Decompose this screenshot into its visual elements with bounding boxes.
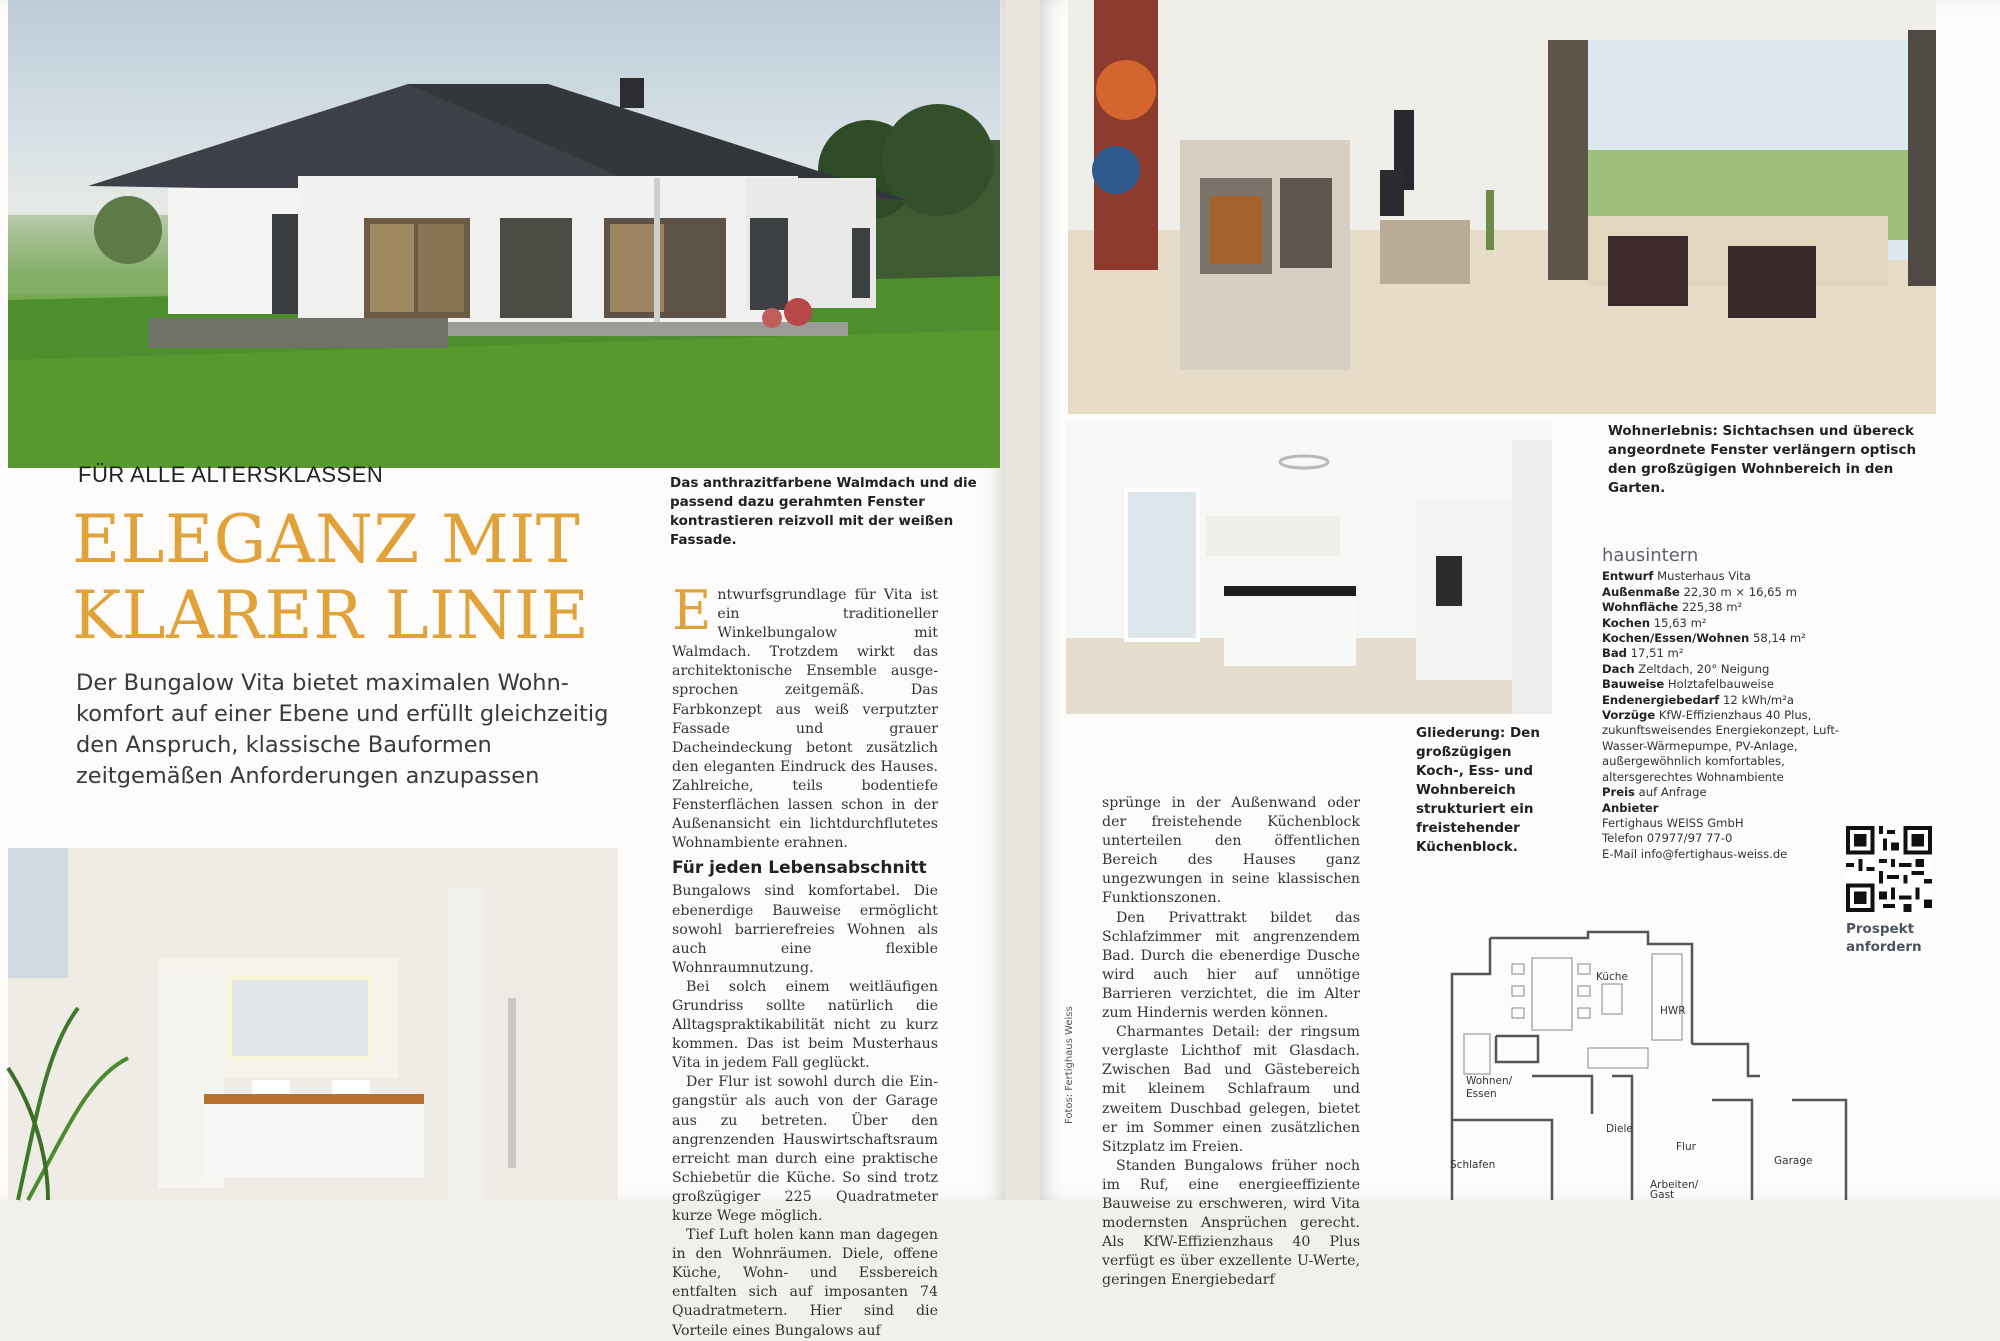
- article-column-1: [672, 579, 938, 1341]
- qr-label: Prospekt anfordern: [1846, 921, 1922, 955]
- plan-label-kueche: Küche: [1596, 971, 1628, 983]
- paragraph-3: Der Flur ist sowohl durch die Eingangstür als auch von der Garage aus zu betreten. Über den angrenzenden Hauswirtschaftsraum erreicht man durch eine praktische Schiebetür die Küche. So sind trotz großzügiger 225 Quadratmeter kurze Wege möglich.: [672, 1074, 938, 1224]
- kitchen-caption: Gliederung: Den großzügigen Koch-, Ess- und Wohnbereich strukturiert ein freistehender Küchenblock.: [1416, 725, 1540, 855]
- bungalow-illustration: [8, 0, 1000, 468]
- article-headline: [72, 502, 632, 654]
- lead-paragraph: Der Bungalow Vita bietet maximalen Wohnkomfort auf einer Ebene und erfüllt gleichzeitig den Anspruch, klassische Bauformen zeitgemäßen Anforderungen anzupassen: [76, 670, 609, 789]
- headline-line-1: ELEGANZ MIT: [72, 501, 581, 578]
- info-row: Wohnfläche 225,38 m²: [1602, 600, 1743, 615]
- plan-label-hwr: HWR: [1660, 1005, 1686, 1017]
- paragraph-2: Bei solch einem weitläufigen Grundriss sollte natürlich die Alltagspraktikabilität nicht zu kurz kommen. Das ist beim Musterhaus Vita in jedem Fall geglückt.: [672, 978, 938, 1072]
- living-room-illustration: [1068, 0, 1936, 414]
- paragraph-7: Charmantes Detail: der ringsum verglaste Lichthof mit Glasdach. Zwischen Bad und Gästebereich mit kleinem Schlafraum und zweitem Duschbad gelegen, bietet er im Sommer einen zusätzlichen Sitzplatz im Freien.: [1102, 1024, 1360, 1155]
- book-gutter: [1005, 0, 1040, 1200]
- info-row: Außenmaße 22,30 m × 16,65 m: [1602, 584, 1797, 599]
- bathroom-photo: [8, 848, 618, 1200]
- living-room-caption: Wohnerlebnis: Sichtachsen und übereck angeordnete Fenster verlängern optisch den großzügigen Wohnbereich in den Garten.: [1608, 423, 1917, 496]
- info-row: Anbieter: [1602, 800, 1659, 815]
- photo-credit: Fotos: Fertighaus Weiss: [1064, 1006, 1075, 1124]
- info-row: Bad 17,51 m²: [1602, 646, 1684, 661]
- subheading: Für jeden Lebensabschnitt: [672, 858, 927, 879]
- info-row: Dach Zeltdach, 20° Neigung: [1602, 661, 1770, 676]
- hero-caption: Das anthrazitfarbene Walmdach und die passend dazu gerahmten Fenster kontrastieren reizvoll mit der weißen Fassade.: [670, 475, 977, 548]
- article-column-2: [1102, 794, 1360, 1290]
- plan-label-gast: Gast: [1650, 1189, 1675, 1201]
- living-room-photo: [1068, 0, 1936, 414]
- plan-label-garage: Garage: [1774, 1155, 1813, 1167]
- intro-paragraph: Entwurfsgrundlage für Vita ist ein traditioneller Winkelbungalow mit Walmdach. Trotzdem wirkt das architektonische Ensemble ausgesprochen zeitgemäß. Das Farbkonzept aus weiß verputzter Fassade und grauer Dacheindeckung betont zusätzlich den eleganten Eindruck des Hauses. Zahlreiche, teils bodentiefe Fensterflächen lassen schon in der Außenansicht ein lichtdurchflutetes Wohnambiente erahnen.: [672, 579, 938, 852]
- hero-photo-bungalow-exterior: [8, 0, 1000, 468]
- drop-cap: E: [672, 579, 712, 642]
- info-row: Kochen/Essen/Wohnen 58,14 m²: [1602, 631, 1806, 646]
- qr-code-icon[interactable]: [1846, 826, 1932, 912]
- plan-label-arbeiten: Arbeiten/: [1650, 1179, 1699, 1191]
- info-row: Kochen 15,63 m²: [1602, 615, 1707, 630]
- info-company: Fertighaus WEISS GmbH: [1602, 815, 1744, 830]
- plan-label-schlafen: Schlafen: [1450, 1159, 1496, 1171]
- info-title: hausintern: [1602, 545, 1699, 566]
- plan-label-wohnen: Wohnen/: [1466, 1075, 1513, 1087]
- headline-line-2: KLARER LINIE: [72, 577, 590, 654]
- paragraph-1: Bungalows sind komfortabel. Die ebenerdige Bauweise ermöglicht sowohl barrierefreies Wohnen als auch eine flexible Wohnraumnutzung.: [672, 883, 938, 976]
- paragraph-4: Tief Luft holen kann man dagegen in den Wohnräumen. Diele, offene Küche, Wohn- und Essbereich entfalten sich auf imposanten 74 Quadratmetern. Hier sind die Vorteile eines Bungalows auf: [672, 1227, 938, 1339]
- plan-label-essen: Essen: [1466, 1088, 1497, 1100]
- kitchen-illustration: [1066, 420, 1552, 714]
- floor-plan: [1412, 924, 1896, 1200]
- kicker-text: FÜR ALLE ALTERSKLASSEN: [78, 462, 384, 487]
- plan-label-diele: Diele: [1606, 1123, 1633, 1135]
- floor-plan-drawing: [1412, 924, 1896, 1200]
- info-email[interactable]: E-Mail info@fertighaus-weiss.de: [1602, 846, 1788, 861]
- info-row: Bauweise Holztafelbauweise: [1602, 677, 1774, 692]
- house-info-box: [1602, 545, 1862, 862]
- info-row: Vorzüge KfW-Effizienzhaus 40 Plus, zukunftsweisendes Energiekonzept, Luft-Wasser-Wärmepumpe, PV-Anlage, außergewöhnlich komfortables, altersgerechtes Wohnambiente: [1602, 708, 1840, 784]
- info-row: Preis auf Anfrage: [1602, 785, 1707, 800]
- info-row: Entwurf Musterhaus Vita: [1602, 569, 1751, 584]
- info-phone: Telefon 07977/97 77-0: [1602, 831, 1733, 846]
- plan-label-flur: Flur: [1676, 1141, 1696, 1153]
- paragraph-6: Den Privattrakt bildet das Schlafzimmer mit angrenzendem Bad. Durch die ebenerdige Dusche wird auch hier auf unnötige Barrieren verzichtet, die im Alter zum Hindernis werden können.: [1102, 909, 1360, 1022]
- paragraph-5: sprünge in der Außenwand oder der freistehende Küchenblock unterteilen den öffentlichen Bereich des Hauses ganz ungezwungen in seine klassischen Funktionszonen.: [1102, 795, 1360, 907]
- kitchen-photo: [1066, 420, 1552, 714]
- paragraph-8: Standen Bungalows früher noch im Ruf, eine energieeffiziente Bauweise zu erschweren, wird Vita modernsten Ansprüchen gerecht. Als KfW-Effizienzhaus 40 Plus verfügt es über exzellente U-Werte, geringen Energiebedarf: [1102, 1157, 1360, 1289]
- bathroom-illustration: [8, 848, 618, 1200]
- info-row: Endenergiebedarf 12 kWh/m²a: [1602, 692, 1794, 707]
